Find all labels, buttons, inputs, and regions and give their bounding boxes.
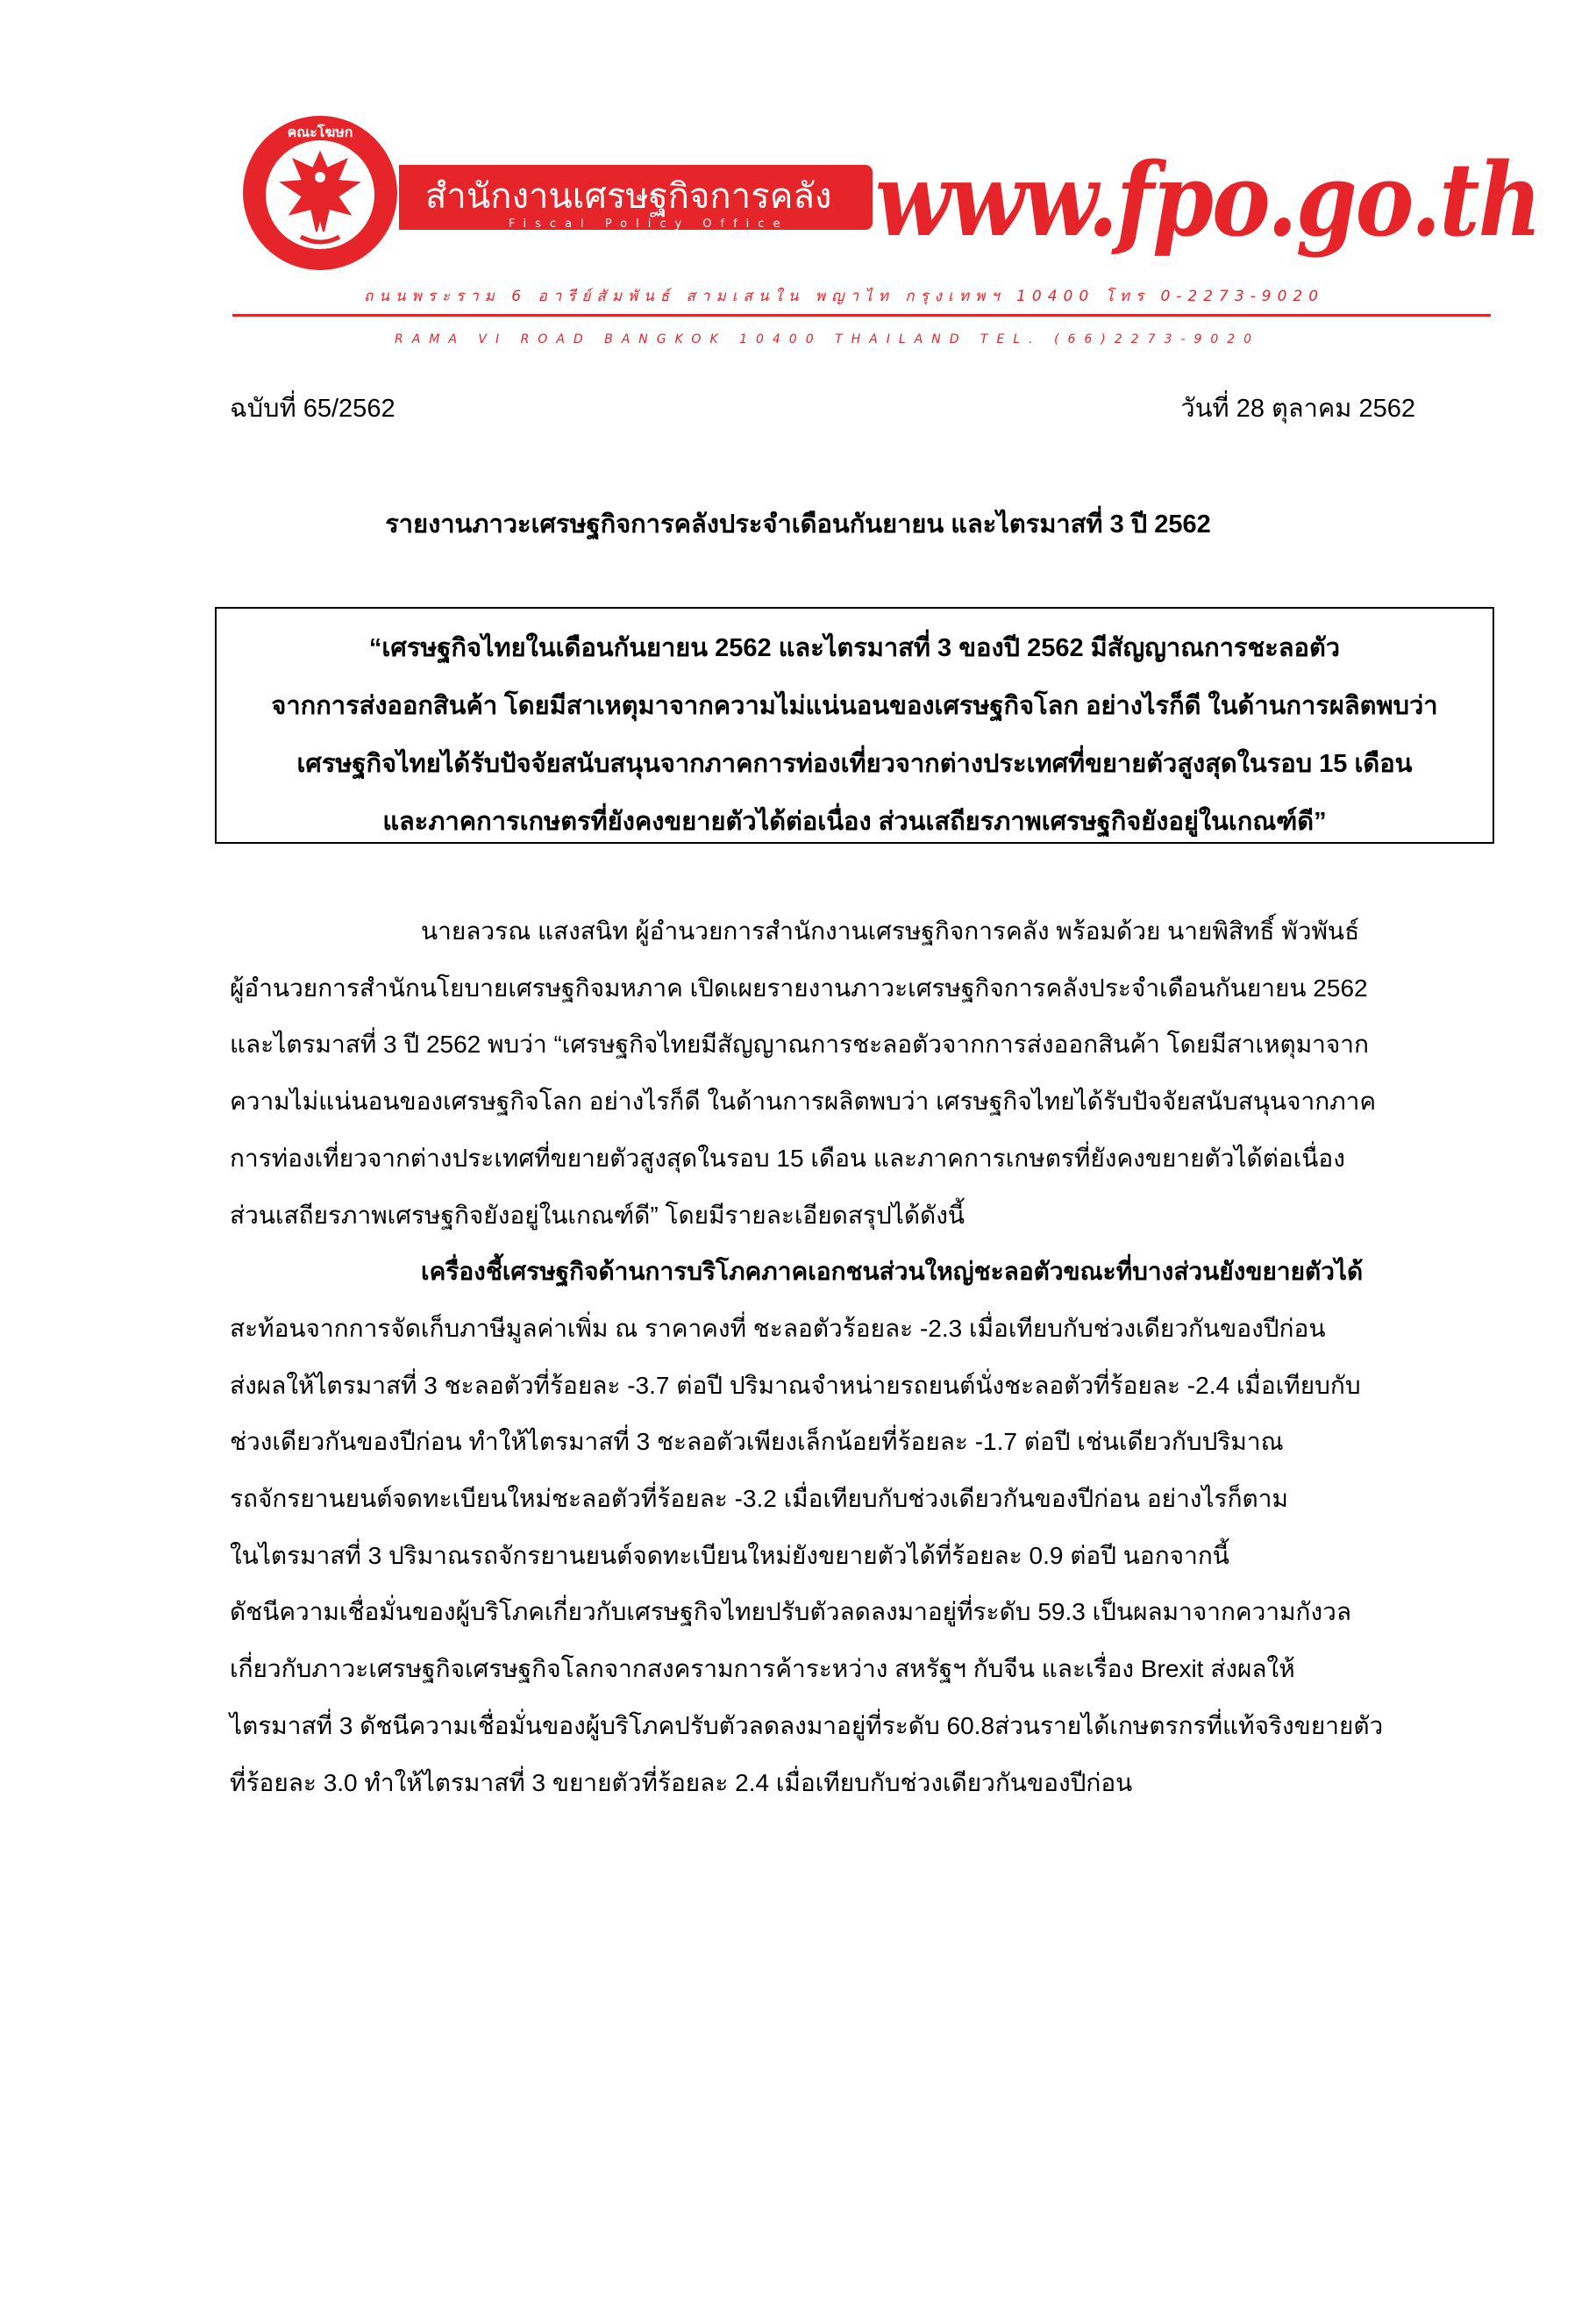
agency-name-english: Fiscal Policy Office [509,218,789,231]
fpo-seal-logo [241,114,399,272]
summary-line: จากการส่งออกสินค้า โดยมีสาเหตุมาจากความไม่แน่นอนของเศรษฐกิจโลก อย่างไรก็ดี ในด้านการผลิตพบว่า [271,692,1438,720]
paragraph-line: ส่งผลให้ไตรมาสที่ 3 ชะลอตัวที่ร้อยละ -3.7 ต่อปี ปริมาณจำหน่ายรถยนต์นั่งชะลอตัวที่ร้อยละ -2.4 เมื่อเทียบกับ [230,1371,1361,1399]
section-heading: เครื่องชี้เศรษฐกิจด้านการบริโภคภาคเอกชนส่วนใหญ่ชะลอตัวขณะที่บางส่วนยังขยายตัวได้ [421,1258,1364,1286]
website-address: www.fpo.go.th [875,140,1541,260]
summary-line: เศรษฐกิจไทยได้รับปัจจัยสนับสนุนจากภาคการท่องเที่ยวจากต่างประเทศที่ขยายตัวสูงสุดในรอบ 15 เดือน [296,750,1413,778]
paragraph-line: ความไม่แน่นอนของเศรษฐกิจโลก อย่างไรก็ดี ในด้านการผลิตพบว่า เศรษฐกิจไทยได้รับปัจจัยสนับสนุนจากภาค [230,1088,1377,1116]
letterhead-divider [232,314,1491,317]
address-thai: ถนนพระราม 6 อารีย์สัมพันธ์ สามเสนใน พญาไท กรุงเทพฯ 10400 โทร 0-2273-9020 [364,288,1325,305]
document-number: ฉบับที่ 65/2562 [230,395,395,423]
svg-text:คณะโฆษก: คณะโฆษก [287,124,353,140]
paragraph-line: นายลวรณ แสงสนิท ผู้อำนวยการสำนักงานเศรษฐกิจการคลัง พร้อมด้วย นายพิสิทธิ์ พัวพันธ์ [421,917,1360,945]
paragraph-line: ส่วนเสถียรภาพเศรษฐกิจยังอยู่ในเกณฑ์ดี” โดยมีรายละเอียดสรุปได้ดังนี้ [230,1201,965,1229]
document-date: วันที่ 28 ตุลาคม 2562 [1180,395,1415,423]
document-body [230,903,1493,1811]
paragraph-line: การท่องเที่ยวจากต่างประเทศที่ขยายตัวสูงสุดในรอบ 15 เดือน และภาคการเกษตรที่ยังคงขยายตัวได้ต่อเนื่อง [230,1144,1345,1172]
paragraph-line: ดัชนีความเชื่อมั่นของผู้บริโภคเกี่ยวกับเศรษฐกิจไทยปรับตัวลดลงมาอยู่ที่ระดับ 59.3 เป็นผลมาจากความกังวล [230,1598,1352,1626]
summary-line: “เศรษฐกิจไทยในเดือนกันยายน 2562 และไตรมาสที่ 3 ของปี 2562 มีสัญญาณการชะลอตัว [368,634,1341,662]
address-english: RAMA VI ROAD BANGKOK 10400 THAILAND TEL. (66)2273-9020 [395,332,1261,346]
paragraph-line: ช่วงเดียวกันของปีก่อน ทำให้ไตรมาสที่ 3 ชะลอตัวเพียงเล็กน้อยที่ร้อยละ -1.7 ต่อปี เช่นเดียวกับปริมาณ [230,1428,1284,1456]
document-title: รายงานภาวะเศรษฐกิจการคลังประจำเดือนกันยายน และไตรมาสที่ 3 ปี 2562 [385,510,1211,539]
paragraph-line: ในไตรมาสที่ 3 ปริมาณรถจักรยานยนต์จดทะเบียนใหม่ยังขยายตัวได้ที่ร้อยละ 0.9 ต่อปี นอกจากนี้ [230,1541,1229,1569]
paragraph-line: ไตรมาสที่ 3 ดัชนีความเชื่อมั่นของผู้บริโภคปรับตัวลดลงมาอยู่ที่ระดับ 60.8ส่วนรายได้เกษตรกรที่แท้จริงขยายตัว [230,1711,1384,1739]
paragraph-line: ที่ร้อยละ 3.0 ทำให้ไตรมาสที่ 3 ขยายตัวที่ร้อยละ 2.4 เมื่อเทียบกับช่วงเดียวกันของปีก่อน [230,1768,1133,1796]
summary-line: และภาคการเกษตรที่ยังคงขยายตัวได้ต่อเนื่อง ส่วนเสถียรภาพเศรษฐกิจยังอยู่ในเกณฑ์ดี” [382,808,1327,836]
paragraph-line: รถจักรยานยนต์จดทะเบียนใหม่ชะลอตัวที่ร้อยละ -3.2 เมื่อเทียบกับช่วงเดียวกันของปีก่อน อย่างไรก็ตาม [230,1485,1288,1513]
paragraph-line: และไตรมาสที่ 3 ปี 2562 พบว่า “เศรษฐกิจไทยมีสัญญาณการชะลอตัวจากการส่งออกสินค้า โดยมีสาเหตุมาจาก [230,1031,1369,1059]
summary-box [215,607,1494,844]
paragraph-line: สะท้อนจากการจัดเก็บภาษีมูลค่าเพิ่ม ณ ราคาคงที่ ชะลอตัวร้อยละ -2.3 เมื่อเทียบกับช่วงเดียวกันของปีก่อน [230,1314,1326,1342]
agency-name-thai: สำนักงานเศรษฐกิจการคลัง [425,176,832,217]
paragraph-line: ผู้อำนวยการสำนักนโยบายเศรษฐกิจมหภาค เปิดเผยรายงานภาวะเศรษฐกิจการคลังประจำเดือนกันยายน 2562 [230,974,1368,1002]
paragraph-line: เกี่ยวกับภาวะเศรษฐกิจเศรษฐกิจโลกจากสงครามการค้าระหว่าง สหรัฐฯ กับจีน และเรื่อง Brexit ส่งผลให้ [230,1655,1295,1683]
